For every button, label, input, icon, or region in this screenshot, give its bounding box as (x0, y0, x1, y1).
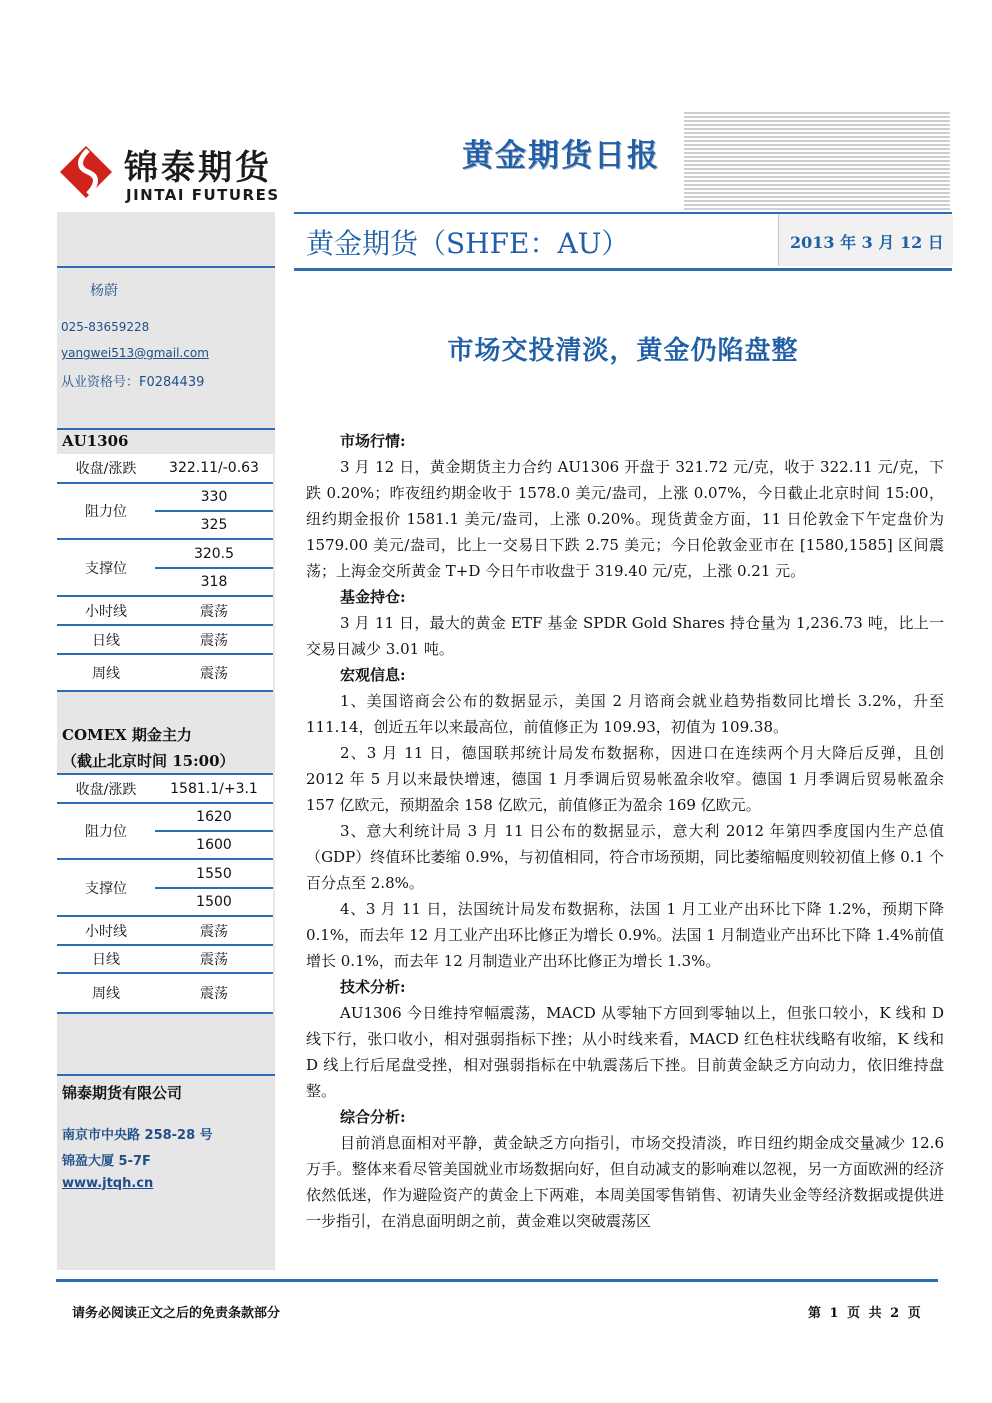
table-row (57, 454, 273, 483)
table-row (57, 945, 273, 973)
author-license: 从业资格号：F0284439 (61, 375, 205, 390)
weekly-value: 震荡 (155, 973, 273, 1013)
resistance-value-1: 330 (155, 483, 273, 511)
table-row (57, 596, 273, 625)
table-row (57, 625, 273, 654)
weekly-label: 周线 (57, 973, 155, 1013)
daily-label: 日线 (57, 625, 155, 654)
sidebar-divider (57, 1074, 275, 1076)
footer-divider (56, 1279, 938, 1282)
logo-chinese-name: 锦泰期货 (124, 148, 272, 188)
resistance-label: 阻力位 (57, 483, 155, 539)
resistance-value-2: 325 (155, 511, 273, 539)
company-name: 锦泰期货有限公司 (62, 1084, 183, 1102)
hourly-label: 小时线 (57, 916, 155, 945)
sidebar-divider (57, 266, 275, 268)
author-name: 杨蔚 (90, 283, 118, 299)
company-website-link[interactable]: www.jtqh.cn (62, 1176, 154, 1191)
resistance-value-1: 1620 (155, 803, 273, 831)
comex-key-levels-table (57, 773, 273, 1014)
daily-label: 日线 (57, 945, 155, 973)
author-email-link[interactable]: yangwei513@gmail.com (61, 346, 209, 360)
au-key-levels-table (57, 454, 273, 692)
paragraph: 1、美国谘商会公布的数据显示，美国 2 月谘商会就业趋势指数同比增长 3.2%，升至 111.14，创近五年以来最高位，前值修正为 109.93，初值为 109.38。 (306, 692, 944, 736)
table-row (57, 916, 273, 945)
footer-page-number: 第 1 页 共 2 页 (808, 1306, 921, 1321)
paragraph: 目前消息面相对平静，黄金缺乏方向指引，市场交投清淡，昨日纽约期金成交量减少 12.6 万手。整体来看尽管美国就业市场数据向好，但自动减支的影响难以忽视，另一方面欧洲的经济依然低迷，作为避险资产的黄金上下两难，本周美国零售销售、初请失业金等经济数据或提供进一步指引，在消息面明朗之前，黄金难以突破震荡区 (306, 1134, 944, 1230)
close-label: 收盘/涨跌 (57, 774, 155, 803)
hourly-label: 小时线 (57, 596, 155, 625)
table-row (57, 483, 273, 511)
paragraph: 3 月 12 日，黄金期货主力合约 AU1306 开盘于 321.72 元/克，收于 322.11 元/克，下跌 0.20%；昨夜纽约期金收于 1578.0 美元/盎司，上涨 0.07%，今日截止北京时间 15:00，纽约期金报价 1581.1 美元/盎司，上涨 0.20%。现货黄金方面，11 日伦敦金下午定盘价为 1579.00 美元/盎司，比上一交易日下跌 2.75 美元；今日伦敦金亚市在 [1580,1585] 区间震荡；上海金交所黄金 T+D 今日午市收盘于 319.40 元/克，上涨 0.21 元。 (306, 458, 944, 580)
paragraph: 3、意大利统计局 3 月 11 日公布的数据显示，意大利 2012 年第四季度国内生产总值（GDP）终值环比萎缩 0.9%，与初值相同，符合市场预期，同比萎缩幅度则较初值上修 0.1 个百分点至 2.8%。 (306, 822, 944, 892)
resistance-value-2: 1600 (155, 831, 273, 859)
weekly-label: 周线 (57, 654, 155, 691)
footer-disclaimer: 请务必阅读正文之后的免责条款部分 (72, 1306, 281, 1321)
paragraph: 4、3 月 11 日，法国统计局发布数据称，法国 1 月工业产出环比下降 1.2%，预期下降 0.1%，而去年 12 月工业产出环比修正为增长 0.9%。法国 1 月制造业产出环比下降 1.4%前值增长 0.1%，而去年 12 月制造业产出环比修正为增长 1.3%。 (306, 900, 944, 970)
section-title-macro: 宏观信息: (340, 666, 406, 684)
table-row (57, 654, 273, 691)
jintai-logo-icon (58, 144, 114, 200)
hourly-value: 震荡 (155, 916, 273, 945)
close-label: 收盘/涨跌 (57, 454, 155, 483)
daily-value: 震荡 (155, 945, 273, 973)
company-address-1: 南京市中央路 258-28 号 (62, 1128, 213, 1143)
report-date: 2013 年 3 月 12 日 (790, 233, 944, 252)
subtitle: 黄金期货（SHFE：AU） (306, 227, 630, 260)
report-title: 黄金期货日报 (462, 138, 660, 174)
close-value: 1581.1/+3.1 (155, 774, 273, 803)
close-value: 322.11/-0.63 (155, 454, 273, 483)
table-row (57, 774, 273, 803)
article-headline: 市场交投清淡，黄金仍陷盘整 (447, 336, 799, 366)
table-row (57, 539, 273, 568)
support-value-1: 320.5 (155, 539, 273, 568)
paragraph: AU1306 今日维持窄幅震荡，MACD 从零轴下方回到零轴以上，但张口较小，K 线和 D 线下行，张口收小，相对强弱指标下挫；从小时线来看，MACD 红色柱状线略有收缩，K 线和 D 线上行后尾盘受挫，相对强弱指标在中轨震荡后下挫。目前黄金缺乏方向动力，依旧维持盘整。 (306, 1004, 944, 1100)
logo-english-name: JINTAI FUTURES (126, 186, 280, 204)
sidebar-divider (57, 428, 275, 430)
support-label: 支撑位 (57, 539, 155, 596)
company-address-2: 锦盈大厦 5-7F (62, 1154, 151, 1169)
hourly-value: 震荡 (155, 596, 273, 625)
support-value-1: 1550 (155, 859, 273, 888)
section-title-fund: 基金持仓: (340, 588, 406, 606)
table-row (57, 859, 273, 888)
paragraph: 3 月 11 日，最大的黄金 ETF 基金 SPDR Gold Shares 持仓量为 1,236.73 吨，比上一交易日减少 3.01 吨。 (306, 614, 944, 658)
weekly-value: 震荡 (155, 654, 273, 691)
section-title-technical: 技术分析: (340, 978, 406, 996)
author-phone: 025-83659228 (61, 320, 150, 334)
resistance-label: 阻力位 (57, 803, 155, 859)
support-value-2: 318 (155, 568, 273, 596)
header-hatch-decoration (684, 112, 950, 210)
company-logo (56, 140, 286, 208)
comex-table-title: COMEX 期金主力 (62, 726, 192, 744)
section-title-market: 市场行情: (340, 432, 406, 450)
paragraph: 2、3 月 11 日，德国联邦统计局发布数据称，因进口在连续两个月大降后反弹，且创 2012 年 5 月以来最快增速，德国 1 月季调后贸易帐盈余收窄。德国 1 月季调后贸易帐盈余 157 亿欧元，预期盈余 158 亿欧元，前值修正为盈余 169 亿欧元。 (306, 744, 944, 814)
section-title-summary: 综合分析: (340, 1108, 406, 1126)
article-body (306, 428, 944, 1234)
daily-value: 震荡 (155, 625, 273, 654)
support-label: 支撑位 (57, 859, 155, 916)
table-row (57, 803, 273, 831)
comex-table-subtitle: （截止北京时间 15:00） (62, 752, 235, 770)
table-row (57, 973, 273, 1013)
support-value-2: 1500 (155, 888, 273, 916)
au-table-title: AU1306 (62, 432, 129, 450)
